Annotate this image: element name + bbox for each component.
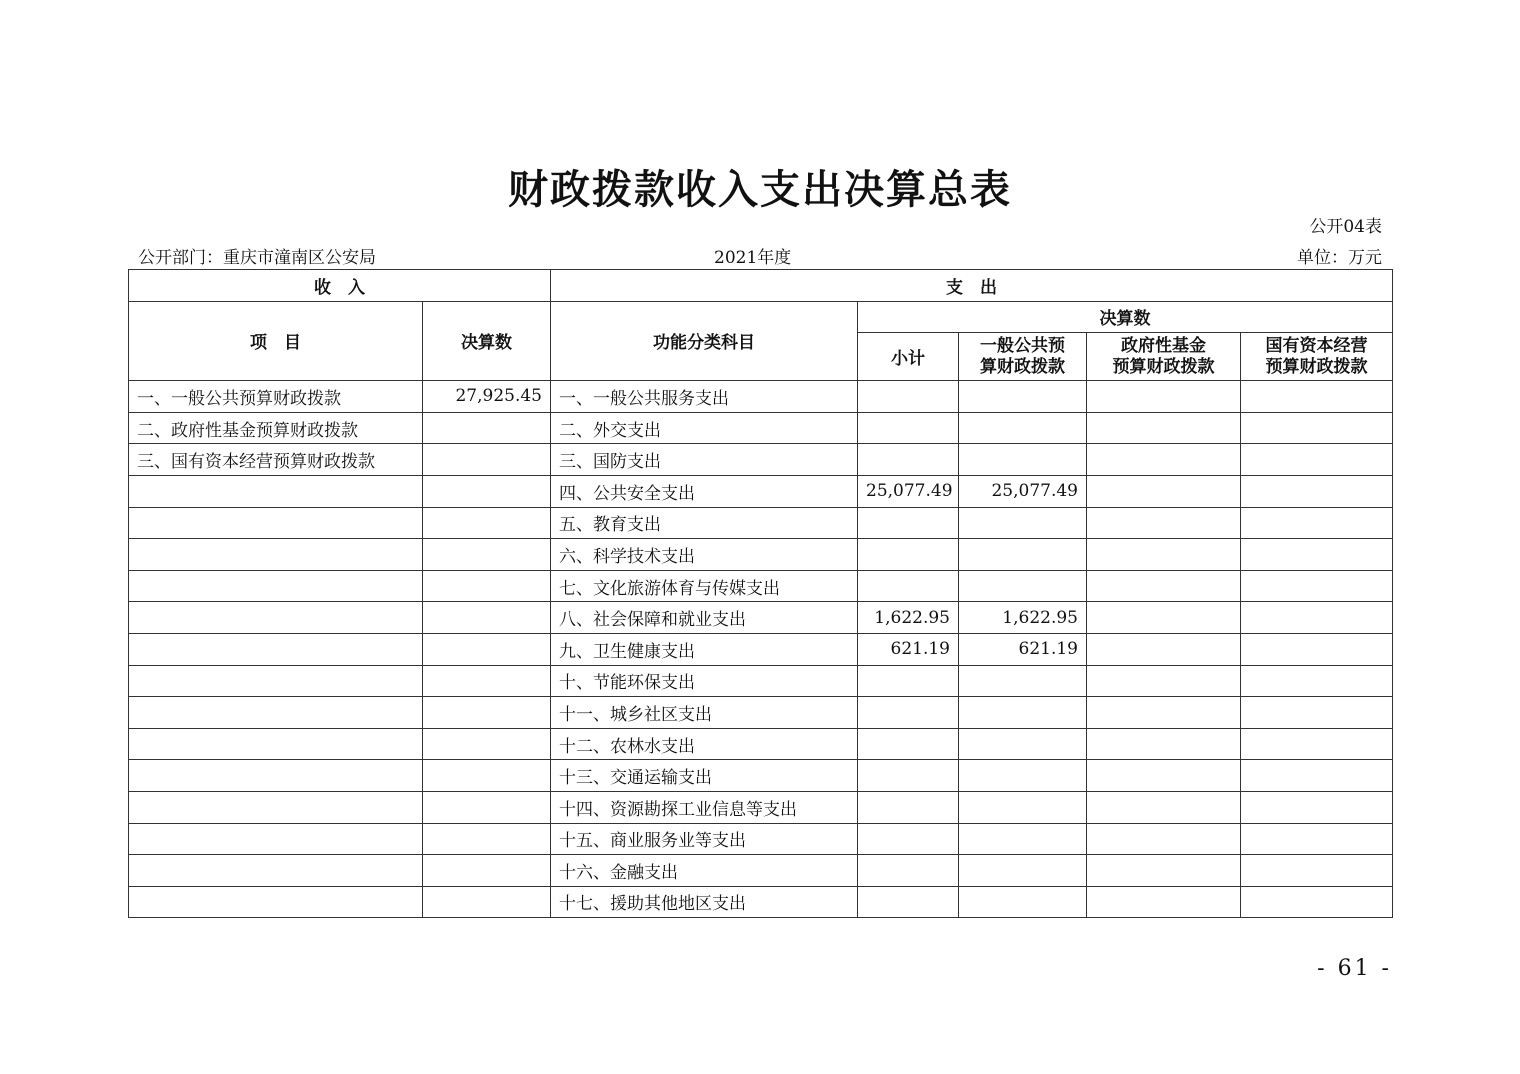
state-capital-cell xyxy=(1241,886,1393,918)
general-budget-cell xyxy=(959,539,1087,571)
expense-item-cell: 二、外交支出 xyxy=(551,412,858,444)
department-label: 公开部门：重庆市潼南区公安局 xyxy=(138,248,376,268)
subtotal-cell xyxy=(858,728,959,760)
subtotal-cell: 621.19 xyxy=(858,633,959,665)
income-item-cell xyxy=(129,665,423,697)
item-header: 项 目 xyxy=(129,301,423,381)
general-budget-cell xyxy=(959,507,1087,539)
income-item-cell xyxy=(129,539,423,571)
general-budget-header xyxy=(959,333,1087,381)
income-amount-cell xyxy=(423,665,551,697)
gov-fund-cell xyxy=(1087,791,1241,823)
amount-header: 决算数 xyxy=(423,301,551,381)
income-item-cell xyxy=(129,886,423,918)
general-budget-cell xyxy=(959,886,1087,918)
general-budget-cell xyxy=(959,855,1087,887)
subtotal-cell xyxy=(858,444,959,476)
general-budget-cell xyxy=(959,444,1087,476)
state-capital-header-line2: 预算财政拨款 xyxy=(1265,356,1368,377)
income-amount-cell xyxy=(423,570,551,602)
income-amount-cell: 27,925.45 xyxy=(423,381,551,413)
subtotal-cell xyxy=(858,381,959,413)
gov-fund-cell xyxy=(1087,539,1241,571)
income-amount-cell xyxy=(423,412,551,444)
subtotal-cell xyxy=(858,855,959,887)
subtotal-cell xyxy=(858,697,959,729)
subtotal-cell: 1,622.95 xyxy=(858,602,959,634)
state-capital-cell xyxy=(1241,665,1393,697)
table-row xyxy=(129,823,1393,855)
gov-fund-header-line1: 政府性基金 xyxy=(1121,335,1206,356)
table-row xyxy=(129,697,1393,729)
table-row xyxy=(129,602,1393,634)
general-budget-cell xyxy=(959,412,1087,444)
table-row xyxy=(129,381,1393,413)
state-capital-cell xyxy=(1241,855,1393,887)
page-title: 财政拨款收入支出决算总表 xyxy=(508,166,1012,213)
table-row xyxy=(129,412,1393,444)
state-capital-cell xyxy=(1241,728,1393,760)
state-capital-cell xyxy=(1241,823,1393,855)
table-row xyxy=(129,886,1393,918)
gov-fund-cell xyxy=(1087,697,1241,729)
income-amount-cell xyxy=(423,760,551,792)
general-budget-cell xyxy=(959,697,1087,729)
form-number: 公开04表 xyxy=(1309,217,1382,237)
gov-fund-cell xyxy=(1087,412,1241,444)
expense-item-cell: 一、一般公共服务支出 xyxy=(551,381,858,413)
meta-line xyxy=(138,243,1382,268)
income-item-cell xyxy=(129,791,423,823)
state-capital-cell xyxy=(1241,602,1393,634)
general-budget-cell xyxy=(959,823,1087,855)
gov-fund-header xyxy=(1087,333,1241,381)
gov-fund-cell xyxy=(1087,823,1241,855)
state-capital-cell xyxy=(1241,697,1393,729)
subtotal-cell xyxy=(858,570,959,602)
income-amount-cell xyxy=(423,728,551,760)
income-item-cell xyxy=(129,823,423,855)
general-budget-cell xyxy=(959,381,1087,413)
expense-item-cell: 六、科学技术支出 xyxy=(551,539,858,571)
table-row xyxy=(129,475,1393,507)
subtotal-cell xyxy=(858,412,959,444)
subtotal-cell xyxy=(858,823,959,855)
expense-item-cell: 十七、援助其他地区支出 xyxy=(551,886,858,918)
income-amount-cell xyxy=(423,823,551,855)
income-amount-cell xyxy=(423,602,551,634)
state-capital-cell xyxy=(1241,475,1393,507)
gov-fund-cell xyxy=(1087,760,1241,792)
income-amount-cell xyxy=(423,475,551,507)
state-capital-header xyxy=(1241,333,1393,381)
state-capital-cell xyxy=(1241,539,1393,571)
gov-fund-cell xyxy=(1087,570,1241,602)
expense-item-cell: 十五、商业服务业等支出 xyxy=(551,823,858,855)
income-item-cell xyxy=(129,728,423,760)
income-amount-cell xyxy=(423,539,551,571)
subtotal-header: 小计 xyxy=(858,333,959,381)
income-item-cell xyxy=(129,570,423,602)
unit-label: 单位：万元 xyxy=(1297,248,1382,268)
expense-item-cell: 四、公共安全支出 xyxy=(551,475,858,507)
table-row xyxy=(129,539,1393,571)
income-item-cell xyxy=(129,697,423,729)
budget-table xyxy=(128,269,1393,918)
income-amount-cell xyxy=(423,855,551,887)
income-item-cell xyxy=(129,602,423,634)
expense-item-cell: 三、国防支出 xyxy=(551,444,858,476)
gov-fund-cell xyxy=(1087,381,1241,413)
expense-item-cell: 八、社会保障和就业支出 xyxy=(551,602,858,634)
gov-fund-cell xyxy=(1087,665,1241,697)
general-budget-cell: 1,622.95 xyxy=(959,602,1087,634)
state-capital-cell xyxy=(1241,760,1393,792)
state-capital-cell xyxy=(1241,791,1393,823)
income-item-cell xyxy=(129,507,423,539)
income-amount-cell xyxy=(423,697,551,729)
income-item-cell xyxy=(129,475,423,507)
gov-fund-header-line2: 预算财政拨款 xyxy=(1112,356,1215,377)
income-item-cell xyxy=(129,760,423,792)
page-number: - 61 - xyxy=(1317,956,1392,981)
income-amount-cell xyxy=(423,444,551,476)
state-capital-cell xyxy=(1241,444,1393,476)
state-capital-cell xyxy=(1241,412,1393,444)
income-amount-cell xyxy=(423,886,551,918)
fiscal-year-label: 2021年度 xyxy=(714,248,792,268)
gov-fund-cell xyxy=(1087,602,1241,634)
income-item-cell: 一、一般公共预算财政拨款 xyxy=(129,381,423,413)
general-budget-cell xyxy=(959,665,1087,697)
income-item-cell xyxy=(129,855,423,887)
income-amount-cell xyxy=(423,791,551,823)
gov-fund-cell xyxy=(1087,507,1241,539)
expense-item-cell: 十、节能环保支出 xyxy=(551,665,858,697)
table-row xyxy=(129,791,1393,823)
expense-header: 支 出 xyxy=(551,270,1393,302)
subtotal-cell xyxy=(858,791,959,823)
general-budget-cell xyxy=(959,791,1087,823)
table-row xyxy=(129,633,1393,665)
general-budget-cell xyxy=(959,728,1087,760)
expense-item-cell: 十二、农林水支出 xyxy=(551,728,858,760)
subtotal-cell xyxy=(858,665,959,697)
table-row xyxy=(129,760,1393,792)
gov-fund-cell xyxy=(1087,475,1241,507)
expense-item-cell: 十三、交通运输支出 xyxy=(551,760,858,792)
subtotal-cell: 25,077.49 xyxy=(858,475,959,507)
general-budget-cell: 621.19 xyxy=(959,633,1087,665)
state-capital-cell xyxy=(1241,633,1393,665)
table-row xyxy=(129,570,1393,602)
general-budget-header-line2: 算财政拨款 xyxy=(980,356,1065,377)
subtotal-cell xyxy=(858,760,959,792)
income-amount-cell xyxy=(423,507,551,539)
gov-fund-cell xyxy=(1087,855,1241,887)
general-budget-cell: 25,077.49 xyxy=(959,475,1087,507)
expense-item-cell: 十六、金融支出 xyxy=(551,855,858,887)
subtotal-cell xyxy=(858,886,959,918)
gov-fund-cell xyxy=(1087,886,1241,918)
state-capital-cell xyxy=(1241,381,1393,413)
expense-item-cell: 十一、城乡社区支出 xyxy=(551,697,858,729)
general-budget-cell xyxy=(959,570,1087,602)
gov-fund-cell xyxy=(1087,633,1241,665)
income-item-cell xyxy=(129,633,423,665)
expense-item-cell: 九、卫生健康支出 xyxy=(551,633,858,665)
expense-item-cell: 十四、资源勘探工业信息等支出 xyxy=(551,791,858,823)
table-row xyxy=(129,855,1393,887)
table-row xyxy=(129,507,1393,539)
income-item-cell: 二、政府性基金预算财政拨款 xyxy=(129,412,423,444)
subtotal-cell xyxy=(858,507,959,539)
income-amount-cell xyxy=(423,633,551,665)
function-category-header: 功能分类科目 xyxy=(551,301,858,381)
gov-fund-cell xyxy=(1087,728,1241,760)
table-row xyxy=(129,665,1393,697)
gov-fund-cell xyxy=(1087,444,1241,476)
income-item-cell: 三、国有资本经营预算财政拨款 xyxy=(129,444,423,476)
state-capital-cell xyxy=(1241,570,1393,602)
subtotal-cell xyxy=(858,539,959,571)
state-capital-cell xyxy=(1241,507,1393,539)
table-body xyxy=(129,381,1393,918)
income-header: 收 入 xyxy=(129,270,551,302)
state-capital-header-line1: 国有资本经营 xyxy=(1265,335,1368,356)
general-budget-cell xyxy=(959,760,1087,792)
table-row xyxy=(129,444,1393,476)
final-amount-header: 决算数 xyxy=(858,301,1393,333)
expense-item-cell: 五、教育支出 xyxy=(551,507,858,539)
table-row xyxy=(129,728,1393,760)
expense-item-cell: 七、文化旅游体育与传媒支出 xyxy=(551,570,858,602)
general-budget-header-line1: 一般公共预 xyxy=(980,335,1065,356)
